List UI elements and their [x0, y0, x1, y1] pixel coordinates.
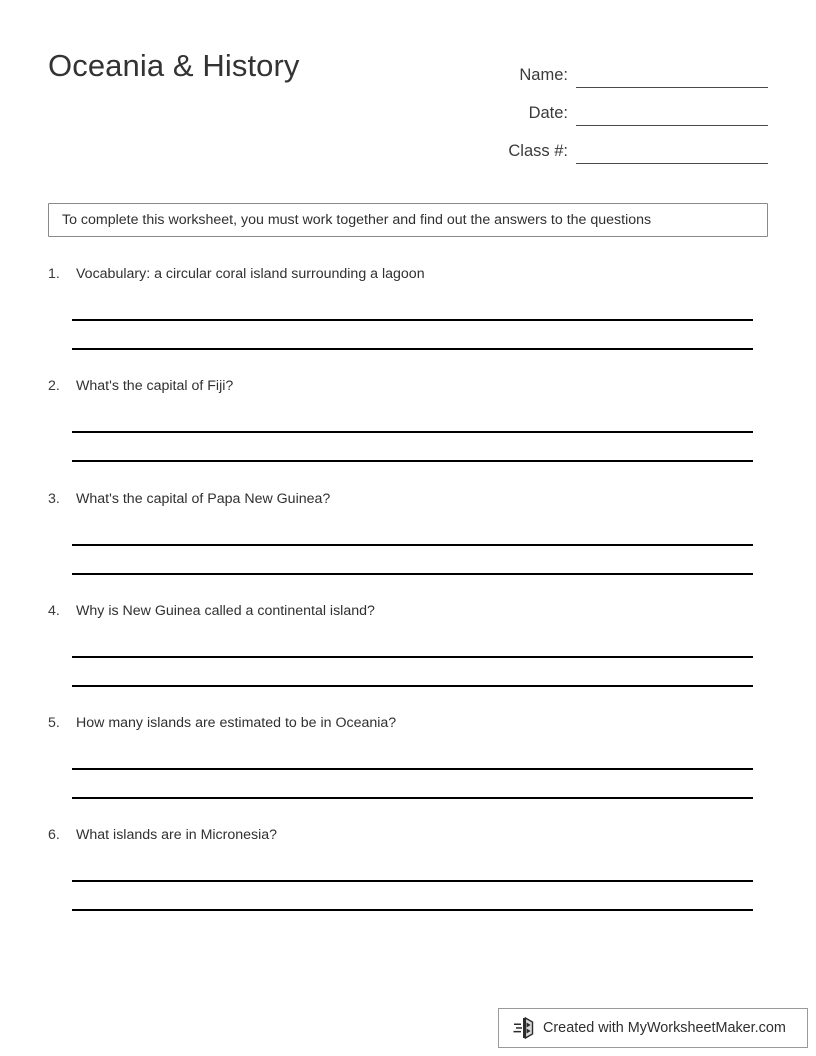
question-text: What islands are in Micronesia? [76, 827, 278, 844]
question-item [0, 266, 816, 378]
question-heading [48, 715, 396, 731]
question-number: 4. [48, 602, 60, 619]
student-info-fields [476, 50, 768, 164]
answer-line[interactable] [72, 348, 753, 350]
answer-line[interactable] [72, 685, 753, 687]
question-number: 5. [48, 715, 60, 732]
question-item [0, 827, 816, 939]
question-text: Vocabulary: a circular coral island surrounding a lagoon [76, 266, 425, 282]
question-number: 6. [48, 827, 60, 844]
worksheet-maker-badge[interactable] [498, 1008, 808, 1048]
answer-line[interactable] [72, 656, 753, 658]
name-field-row [476, 50, 768, 88]
answer-line[interactable] [72, 768, 753, 770]
answer-line[interactable] [72, 431, 753, 433]
answer-line[interactable] [72, 544, 753, 546]
question-heading [48, 827, 277, 843]
question-heading [48, 266, 425, 282]
date-field-row [476, 88, 768, 126]
answer-line[interactable] [72, 573, 753, 575]
question-number: 2. [48, 378, 60, 395]
question-text: How many islands are estimated to be in Oceania? [76, 715, 397, 732]
question-text: Why is New Guinea called a continental island? [76, 602, 375, 619]
name-input[interactable] [576, 65, 768, 88]
page-title: Oceania & History [48, 48, 300, 83]
question-heading [48, 378, 233, 394]
question-text: What's the capital of Fiji? [76, 378, 234, 395]
question-list [0, 266, 816, 940]
question-heading [48, 603, 375, 619]
instruction-box [48, 203, 768, 237]
instruction-text: To complete this worksheet, you must work together and find out the answers to the questions [62, 212, 652, 228]
worksheet-header [0, 0, 816, 175]
answer-line[interactable] [72, 460, 753, 462]
name-field-label: Name: [519, 66, 568, 84]
answer-line[interactable] [72, 909, 753, 911]
answer-line[interactable] [72, 880, 753, 882]
class-field-row [476, 126, 768, 164]
class-number-field-label: Class #: [508, 142, 568, 160]
question-number: 3. [48, 490, 60, 507]
question-item [0, 378, 816, 490]
class-number-input[interactable] [576, 141, 768, 164]
date-input[interactable] [576, 103, 768, 126]
question-text: What's the capital of Papa New Guinea? [76, 490, 331, 507]
question-item [0, 603, 816, 715]
answer-line[interactable] [72, 797, 753, 799]
question-item [0, 491, 816, 603]
question-number: 1. [48, 266, 60, 282]
date-field-label: Date: [528, 104, 568, 122]
worksheet-maker-logo-icon [513, 1016, 535, 1040]
question-item [0, 715, 816, 827]
answer-line[interactable] [72, 319, 753, 321]
question-heading [48, 491, 330, 507]
worksheet-maker-badge-text: Created with MyWorksheetMaker.com [543, 1020, 786, 1036]
